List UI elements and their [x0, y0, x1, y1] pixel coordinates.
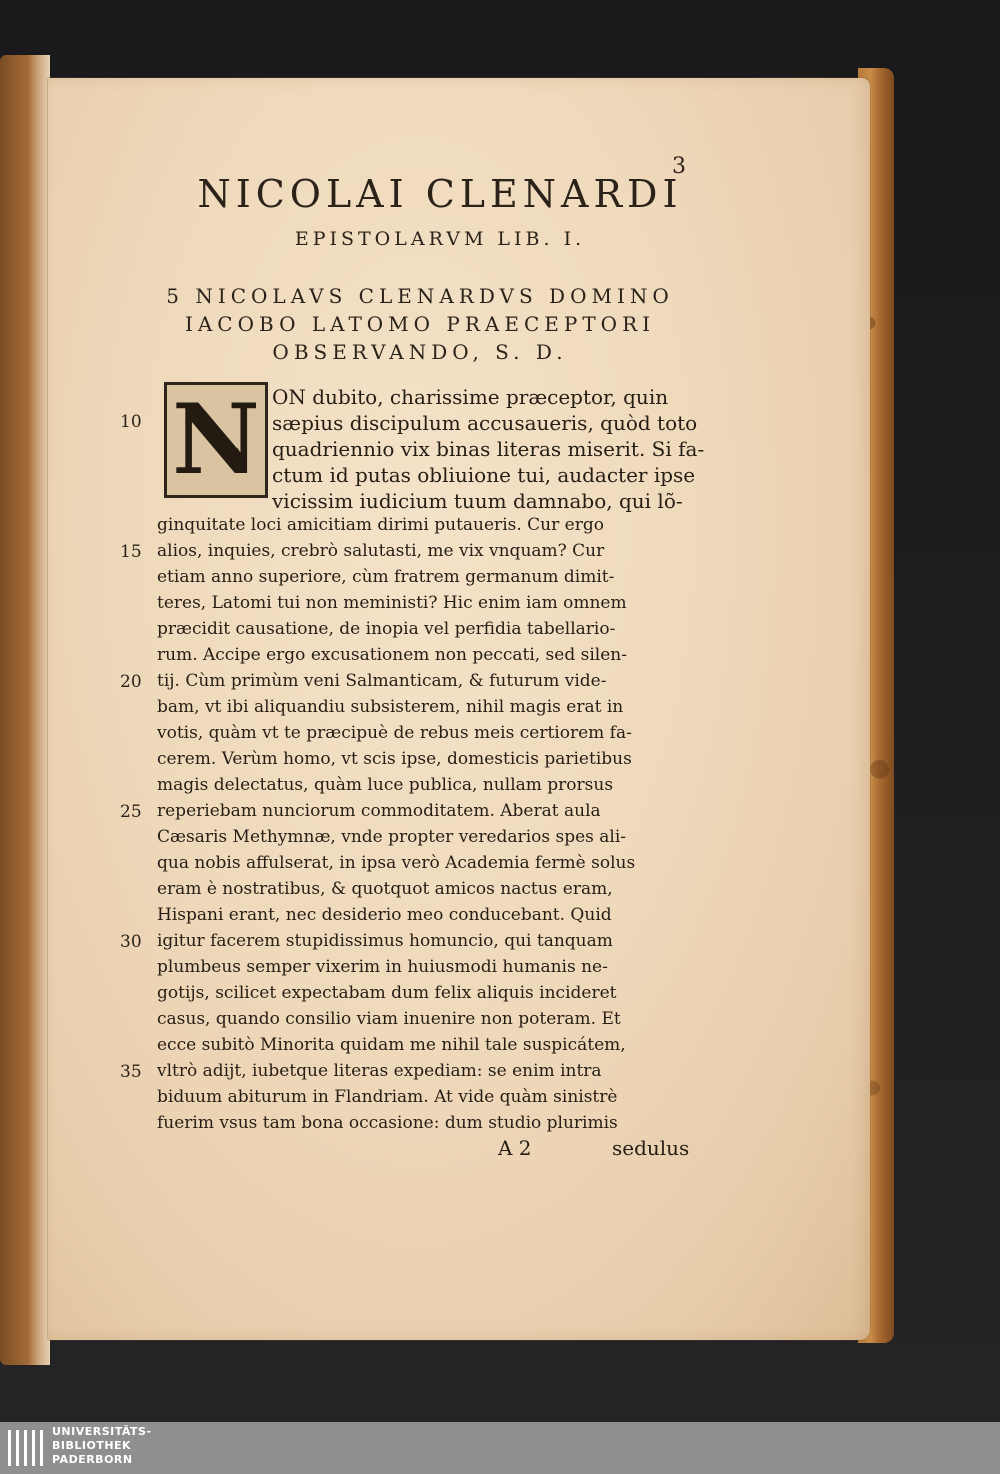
text-line: alios, inquies, crebrò salutasti, me vix vnquam? Cur — [157, 541, 605, 561]
text-line: quadriennio vix binas literas miserit. Si fa- — [272, 437, 705, 461]
text-line: votis, quàm vt te præcipuè de rebus meis certiorem fa- — [157, 723, 632, 743]
text-line: vicissim iudicium tuum damnabo, qui lõ- — [272, 489, 683, 513]
text-line: teres, Latomi tui non meministi? Hic enim iam omnem — [157, 593, 627, 613]
text-line: qua nobis affulserat, in ipsa verò Academia fermè solus — [157, 853, 636, 873]
text-line: rum. Accipe ergo excusationem non peccati, sed silen- — [157, 645, 627, 665]
heading-line: 5 NICOLAVS CLENARDVS DOMINO — [166, 284, 674, 308]
logo-line: BIBLIOTHEK — [52, 1439, 132, 1452]
line-number: 35 — [120, 1062, 142, 1082]
left-binding — [0, 55, 50, 1365]
text-line: præcidit causatione, de inopia vel perfidia tabellario- — [157, 619, 616, 639]
page-title: NICOLAI CLENARDI — [197, 172, 683, 216]
text-line: Hispani erant, nec desiderio meo conducebant. Quid — [157, 905, 612, 925]
page-subtitle: EPISTOLARVM LIB. I. — [294, 228, 586, 250]
initial-letter: N — [172, 383, 260, 496]
text-line: tij. Cùm primùm veni Salmanticam, & futurum vide- — [157, 671, 607, 691]
text-line: biduum abiturum in Flandriam. At vide quàm sinistrè — [157, 1087, 618, 1107]
text-line: fuerim vsus tam bona occasione: dum studio plurimis — [157, 1113, 618, 1133]
letter-heading — [140, 282, 700, 366]
logo-line: UNIVERSITÄTS- — [52, 1425, 152, 1438]
text-line: eram è nostratibus, & quotquot amicos nactus eram, — [157, 879, 613, 899]
text-line: reperiebam nunciorum commoditatem. Aberat aula — [157, 801, 601, 821]
footer-bar — [0, 1422, 1000, 1474]
signature-mark: A 2 — [498, 1136, 532, 1160]
text-line: vltrò adijt, iubetque literas expediam: se enim intra — [157, 1061, 602, 1081]
text-line: cerem. Verùm homo, vt scis ipse, domesticis parietibus — [157, 749, 632, 769]
library-logo-text — [52, 1425, 152, 1467]
text-line: ctum id putas obliuione tui, audacter ipse — [272, 463, 696, 487]
text-line: bam, vt ibi aliquandiu subsisterem, nihil magis erat in — [157, 697, 624, 717]
text-line: etiam anno superiore, cùm fratrem germanum dimit- — [157, 567, 615, 587]
logo-line: PADERBORN — [52, 1453, 133, 1466]
text-line: plumbeus semper vixerim in huiusmodi humanis ne- — [157, 957, 608, 977]
line-number: 20 — [120, 672, 142, 692]
line-number: 30 — [120, 932, 142, 952]
text-line: Cæsaris Methymnæ, vnde propter veredarios spes ali- — [157, 827, 627, 847]
text-line: casus, quando consilio viam inuenire non poteram. Et — [157, 1009, 621, 1029]
catchword: sedulus — [612, 1136, 690, 1160]
line-number: 15 — [120, 542, 142, 562]
text-line: igitur facerem stupidissimus homuncio, qui tanquam — [157, 931, 613, 951]
text-line: ecce subitò Minorita quidam me nihil tale suspicátem, — [157, 1035, 626, 1055]
line-number: 10 — [120, 412, 142, 432]
text-line: sæpius discipulum accusaueris, quòd toto — [272, 411, 698, 435]
library-logo-icon — [0, 1422, 50, 1474]
text-line: ginquitate loci amicitiam dirimi putaueris. Cur ergo — [157, 515, 604, 535]
heading-line: OBSERVANDO, S. D. — [272, 340, 568, 364]
heading-line: IACOBO LATOMO PRAECEPTORI — [184, 312, 656, 336]
text-line: ON dubito, charissime præceptor, quin — [272, 385, 669, 409]
line-number: 25 — [120, 802, 142, 822]
text-line: magis delectatus, quàm luce publica, nullam prorsus — [157, 775, 614, 795]
text-line: gotijs, scilicet expectabam dum felix aliquis incideret — [157, 983, 617, 1003]
page-number: 3 — [672, 154, 686, 179]
decorated-initial — [164, 382, 268, 498]
